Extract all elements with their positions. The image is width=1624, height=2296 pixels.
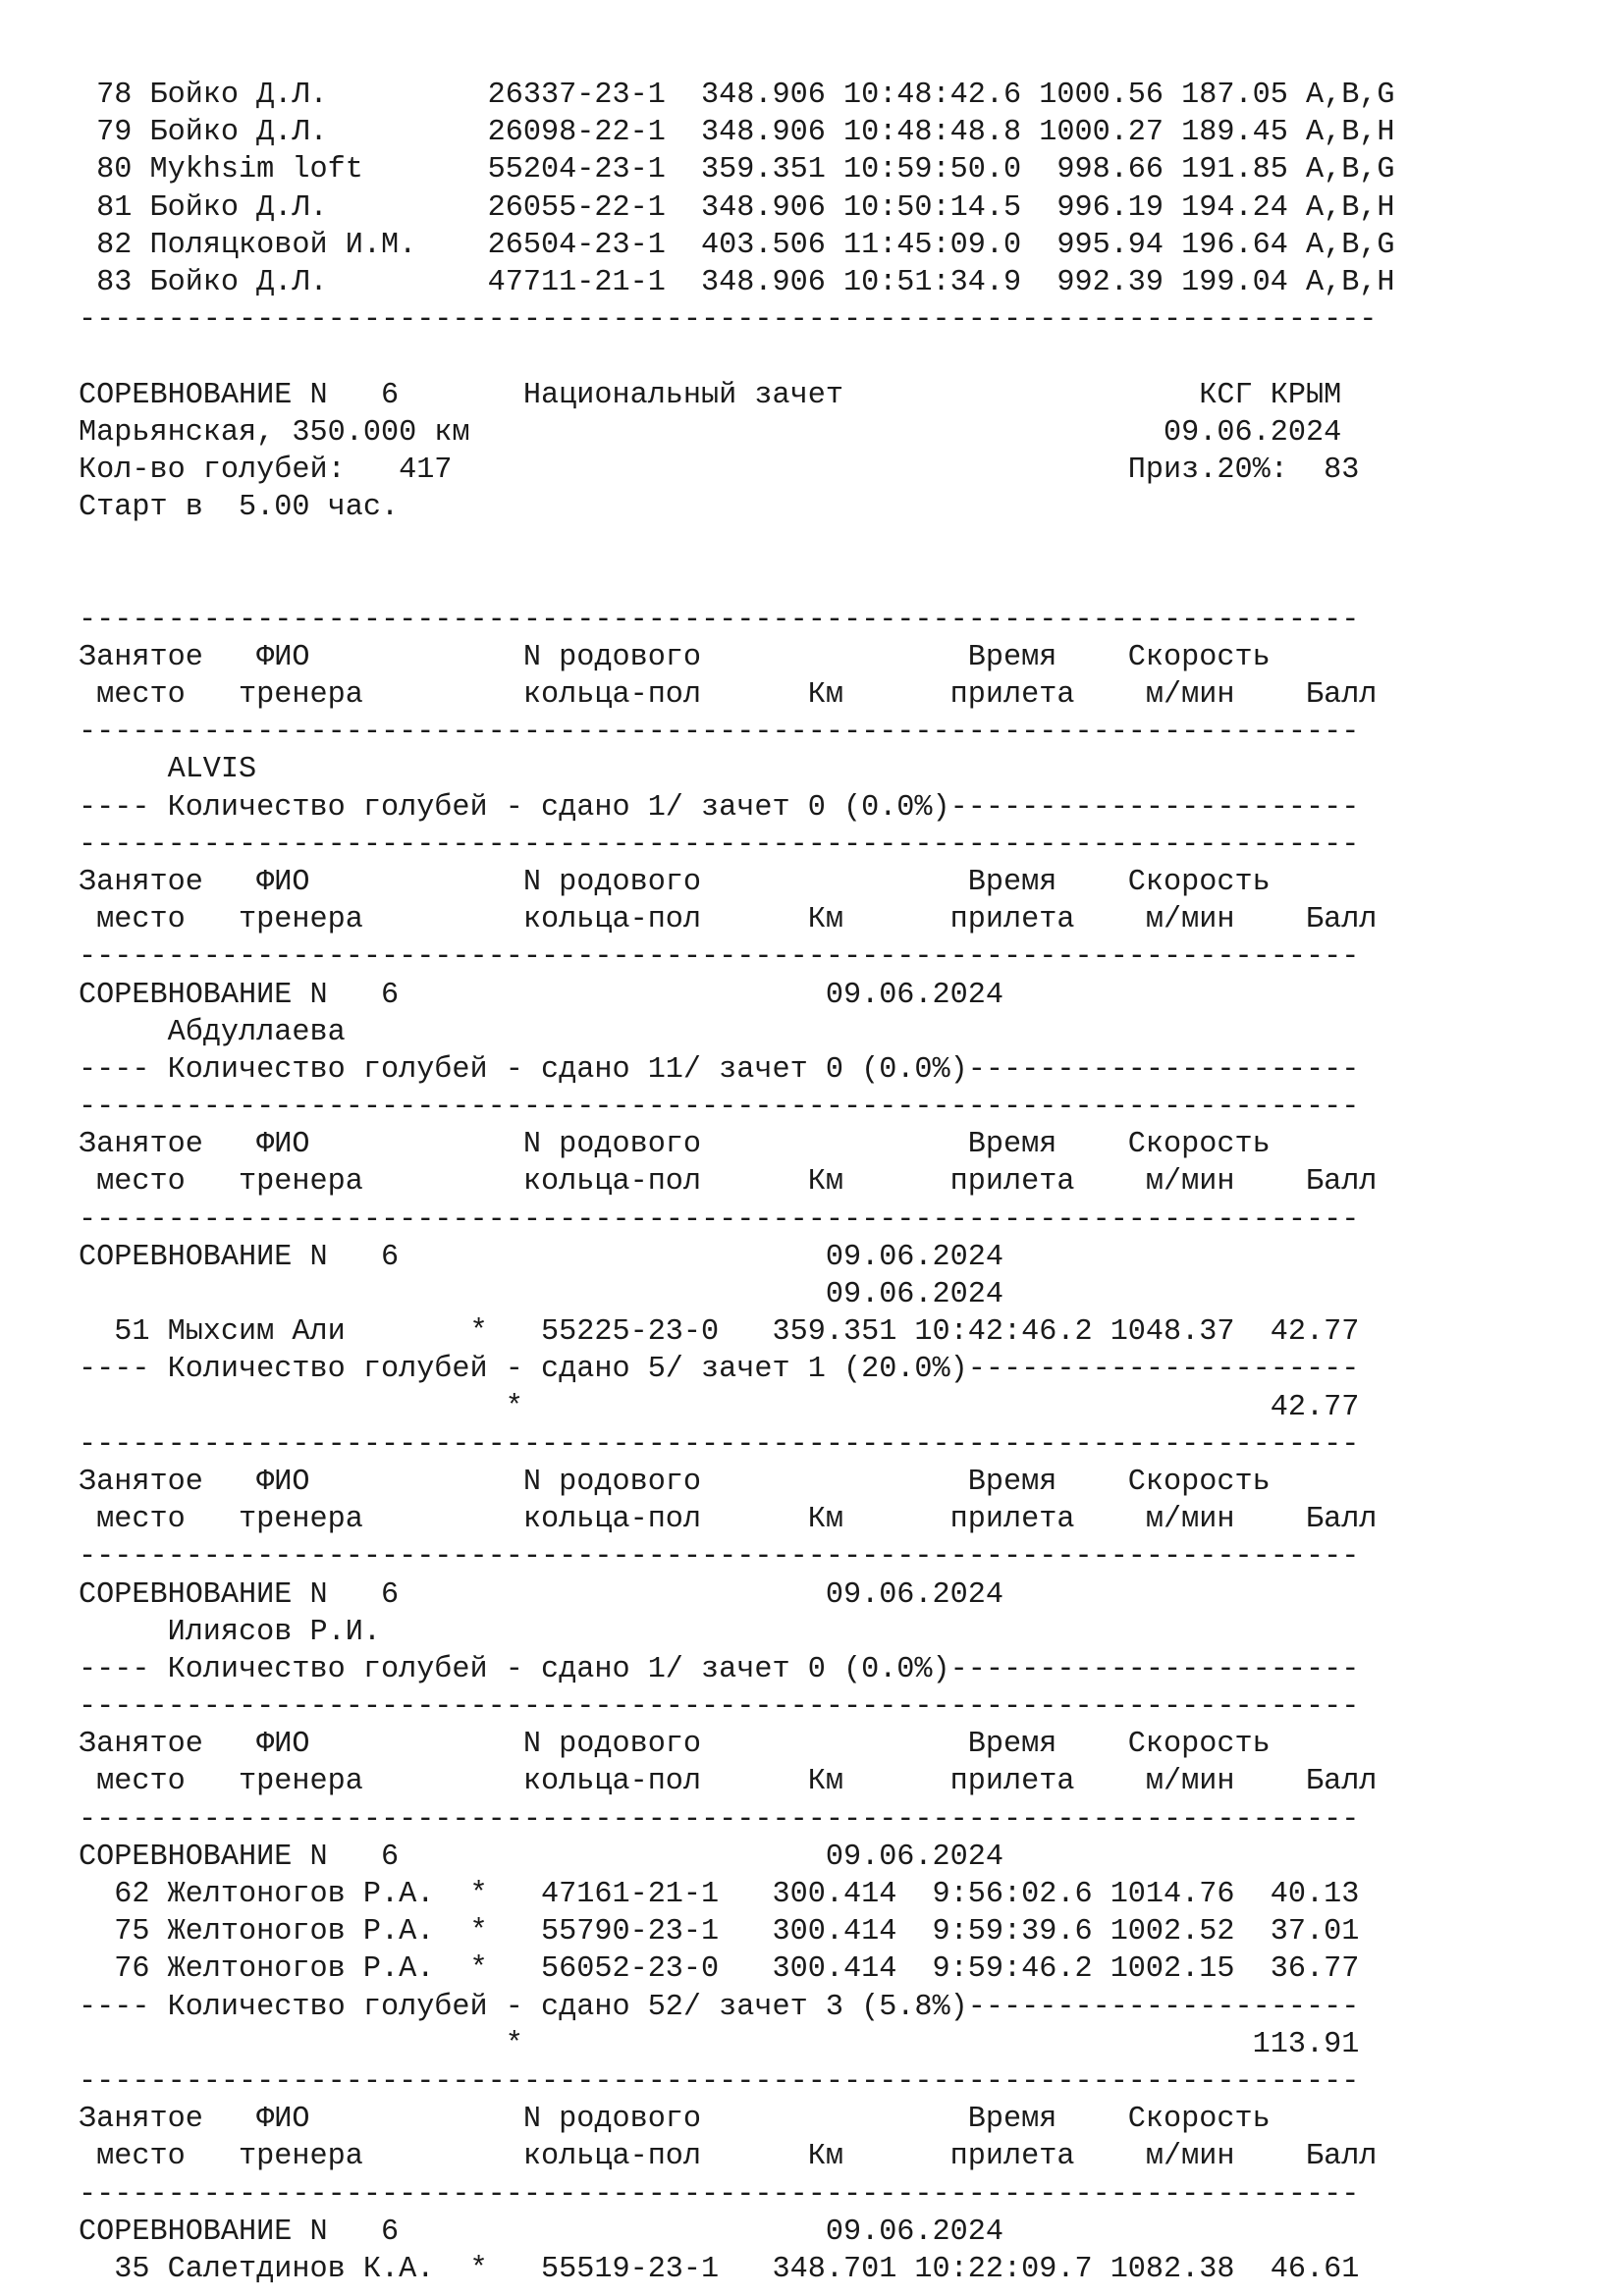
table-header-row: Занятое ФИО N родового Время Скорость xyxy=(79,1465,1271,1499)
table-header-row: место тренера кольца-пол Км прилета м/мин Балл xyxy=(79,2140,1378,2174)
divider: ------------------------------------------------------------------------ xyxy=(79,1690,1360,1725)
table-header-row: Занятое ФИО N родового Время Скорость xyxy=(79,640,1271,674)
section-total: * 42.77 xyxy=(79,1390,1360,1424)
section-competition: СОРЕВНОВАНИЕ N 6 09.06.2024 xyxy=(79,1840,1004,1874)
table-header-row: место тренера кольца-пол Км прилета м/мин Балл xyxy=(79,903,1378,937)
results-printout xyxy=(79,77,1395,2288)
divider: ------------------------------------------------------------------------- xyxy=(79,303,1378,338)
divider: ------------------------------------------------------------------------ xyxy=(79,1091,1360,1125)
result-row: 35 Салетдинов К.А. * 55519-23-1 348.701 10:22:09.7 1082.38 46.61 xyxy=(79,2252,1360,2286)
table-header-row: место тренера кольца-пол Км прилета м/мин Балл xyxy=(79,678,1378,712)
table-header-row: место тренера кольца-пол Км прилета м/мин Балл xyxy=(79,1165,1378,1200)
section-date: 09.06.2024 xyxy=(79,1278,1004,1311)
divider: ------------------------------------------------------------------------ xyxy=(79,828,1360,862)
competition-location-date: Марьянская, 350.000 км 09.06.2024 xyxy=(79,415,1342,450)
result-row: 78 Бойко Д.Л. 26337-23-1 348.906 10:48:42.6 1000.56 187.05 A,B,G xyxy=(79,79,1395,112)
result-row: 79 Бойко Д.Л. 26098-22-1 348.906 10:48:48.8 1000.27 189.45 A,B,H xyxy=(79,116,1395,150)
section-competition: СОРЕВНОВАНИЕ N 6 09.06.2024 xyxy=(79,1577,1004,1612)
result-row: 82 Поляцковой И.М. 26504-23-1 403.506 11:45:09.0 995.94 196.64 A,B,G xyxy=(79,228,1395,262)
competition-start: Старт в 5.00 час. xyxy=(79,491,400,525)
result-row: 62 Желтоногов Р.А. * 47161-21-1 300.414 9:56:02.6 1014.76 40.13 xyxy=(79,1878,1360,1911)
table-header-row: Занятое ФИО N родового Время Скорость xyxy=(79,865,1271,899)
divider: ------------------------------------------------------------------------ xyxy=(79,1427,1360,1462)
section-summary: ---- Количество голубей - сдано 52/ зачет 3 (5.8%)---------------------- xyxy=(79,1990,1360,2024)
table-header-row: Занятое ФИО N родового Время Скорость xyxy=(79,1728,1271,1762)
section-name: ALVIS xyxy=(79,753,257,787)
competition-pigeon-count: Кол-во голубей: 417 Приз.20%: 83 xyxy=(79,453,1360,487)
divider: ------------------------------------------------------------------------ xyxy=(79,603,1360,637)
table-header-row: место тренера кольца-пол Км прилета м/мин Балл xyxy=(79,1503,1378,1537)
divider: ------------------------------------------------------------------------ xyxy=(79,2177,1360,2212)
section-summary: ---- Количество голубей - сдано 1/ зачет 0 (0.0%)----------------------- xyxy=(79,1652,1360,1686)
section-name: Илиясов Р.И. xyxy=(79,1615,381,1649)
result-row: 83 Бойко Д.Л. 47711-21-1 348.906 10:51:34.9 992.39 199.04 A,B,H xyxy=(79,265,1395,299)
divider: ------------------------------------------------------------------------ xyxy=(79,1802,1360,1837)
section-competition: СОРЕВНОВАНИЕ N 6 09.06.2024 xyxy=(79,978,1004,1012)
section-summary: ---- Количество голубей - сдано 1/ зачет 0 (0.0%)----------------------- xyxy=(79,790,1360,825)
divider: ------------------------------------------------------------------------ xyxy=(79,940,1360,975)
result-row: 75 Желтоногов Р.А. * 55790-23-1 300.414 9:59:39.6 1002.52 37.01 xyxy=(79,1915,1360,1949)
divider: ------------------------------------------------------------------------ xyxy=(79,2064,1360,2099)
result-row: 76 Желтоногов Р.А. * 56052-23-0 300.414 9:59:46.2 1002.15 36.77 xyxy=(79,1952,1360,1987)
divider: ------------------------------------------------------------------------ xyxy=(79,1202,1360,1237)
divider: ------------------------------------------------------------------------ xyxy=(79,716,1360,750)
result-row: 51 Мыхсим Али * 55225-23-0 359.351 10:42:46.2 1048.37 42.77 xyxy=(79,1315,1360,1350)
result-row: 80 Mykhsim loft 55204-23-1 359.351 10:59:50.0 998.66 191.85 A,B,G xyxy=(79,153,1395,187)
divider: ------------------------------------------------------------------------ xyxy=(79,1540,1360,1575)
table-header-row: Занятое ФИО N родового Время Скорость xyxy=(79,2103,1271,2137)
competition-title: СОРЕВНОВАНИЕ N 6 Национальный зачет КСГ КРЫМ xyxy=(79,378,1342,412)
section-name: Абдуллаева xyxy=(79,1015,346,1049)
table-header-row: Занятое ФИО N родового Время Скорость xyxy=(79,1128,1271,1162)
result-row: 81 Бойко Д.Л. 26055-22-1 348.906 10:50:14.5 996.19 194.24 A,B,H xyxy=(79,190,1395,225)
table-header-row: место тренера кольца-пол Км прилета м/мин Балл xyxy=(79,1765,1378,1799)
section-total: * 113.91 xyxy=(79,2027,1360,2061)
section-summary: ---- Количество голубей - сдано 11/ зачет 0 (0.0%)---------------------- xyxy=(79,1052,1360,1087)
section-competition: СОРЕВНОВАНИЕ N 6 09.06.2024 xyxy=(79,2215,1004,2249)
section-summary: ---- Количество голубей - сдано 5/ зачет 1 (20.0%)---------------------- xyxy=(79,1353,1360,1387)
section-competition: СОРЕВНОВАНИЕ N 6 09.06.2024 xyxy=(79,1240,1004,1274)
